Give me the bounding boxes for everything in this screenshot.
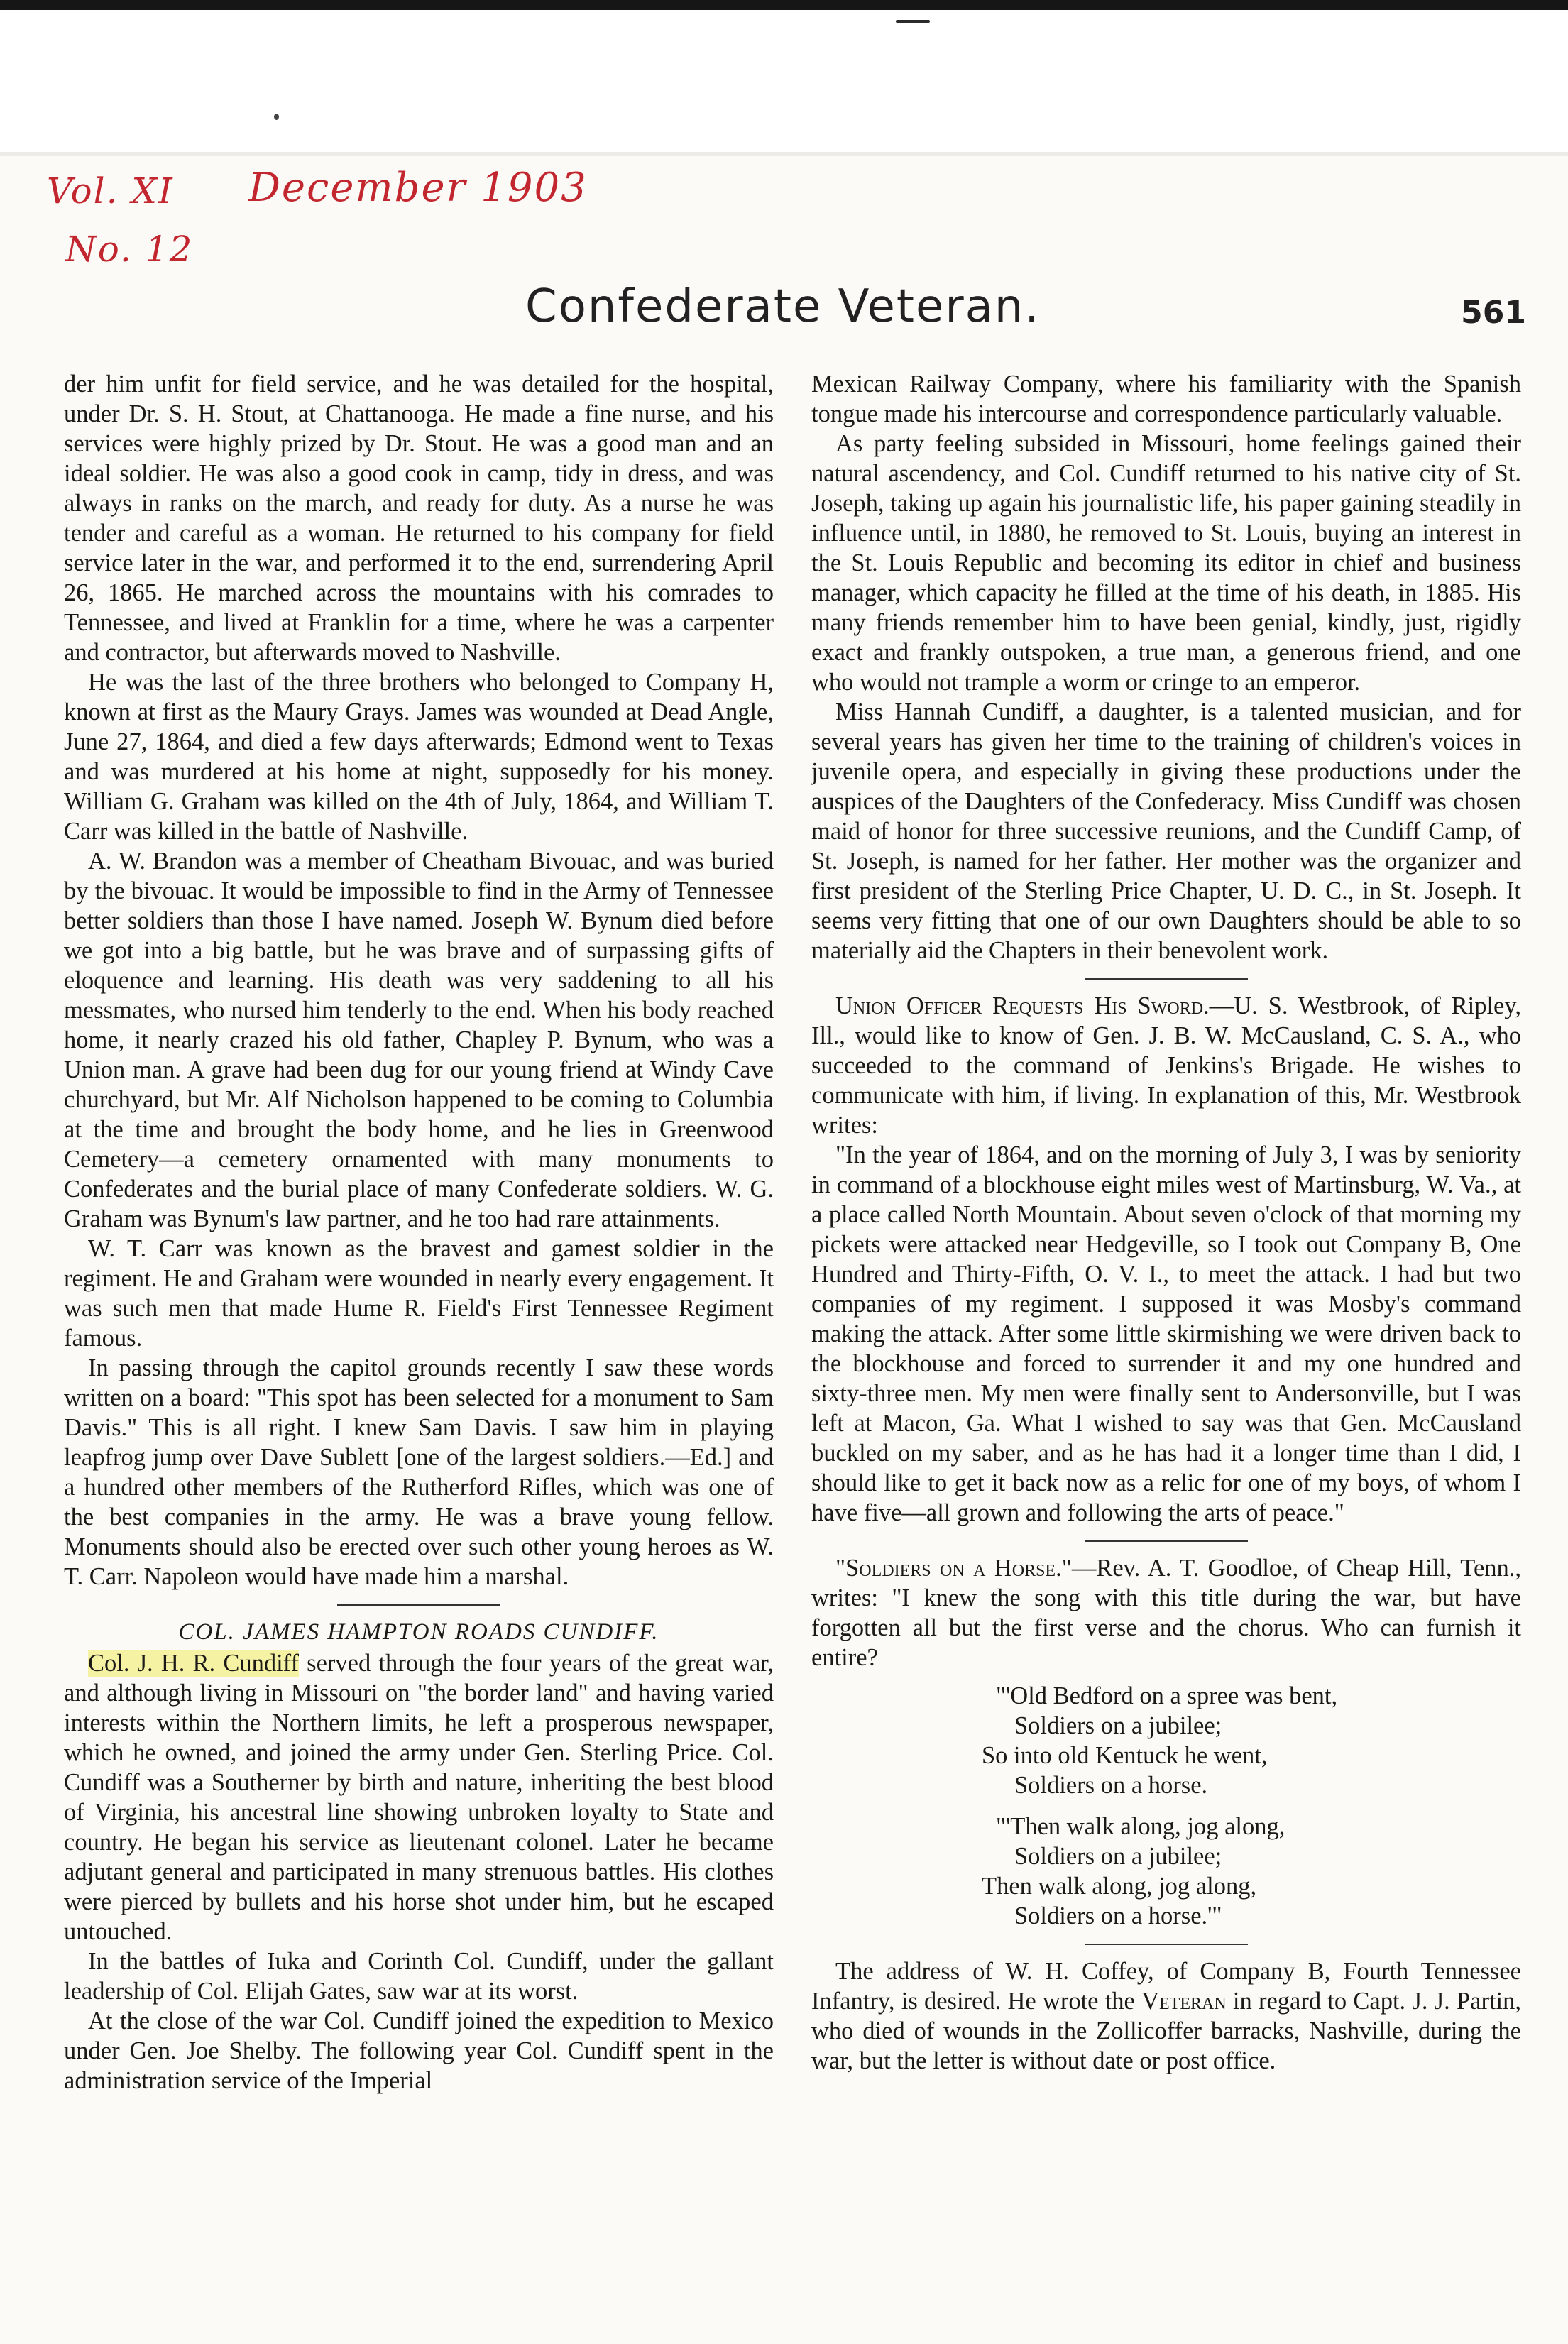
verse-line: Soldiers on a jubilee; xyxy=(1014,1843,1222,1870)
verse-line: Soldiers on a horse. xyxy=(1014,1772,1208,1799)
paragraph: In passing through the capitol grounds recently I saw these words written on a board: "This spot has been selected for a monument to Sam Davis." This is all right. I knew Sam Davis. I saw him in playing leapfrog jump over Dave Sublett [one of the largest soldiers.—Ed.] and a hundred other members of the Rutherford Rifles, which was one of the best companies in the army. He was a brave young fellow. Monuments should also be erected over such other young heroes as W. T. Carr. Napoleon would have made him a marshal. xyxy=(64,1354,774,1590)
verse-line: "'Old Bedford on a spree was bent, xyxy=(996,1682,1338,1709)
paragraph: A. W. Brandon was a member of Cheatham Bivouac, and was buried by the bivouac. It would be impossible to find in the Army of Tennessee better soldiers than those I have named. Joseph W. Bynum died before we got into a big battle, but he was brave and of surpassing gifts of eloquence and learning. His death was very saddening to all his messmates, who nursed him tenderly to the end. When his body reached home, it nearly crazed his old father, Chapley P. Bynum, who was a Union man. A grave had been dug for our young friend at Windy Cave churchyard, but Mr. Alf Nicholson happened to be coming to Columbia at the time and brought the body home, and he lies in Greenwood Cemetery—a cemetery ornamented with many monuments to Confederates and the burial place of many Confederate soldiers. W. G. Graham was Bynum's law partner, and he too had rare attainments. xyxy=(64,848,774,1232)
verse-line: "'Then walk along, jog along, xyxy=(996,1813,1285,1840)
paragraph: At the close of the war Col. Cundiff joined the expedition to Mexico under Gen. Joe Shelby. The following year Col. Cundiff spent in the administration service of the Imperial xyxy=(64,2008,774,2094)
paragraph xyxy=(811,1553,1521,1672)
paragraph: As party feeling subsided in Missouri, home feelings gained their natural ascendency, and Col. Cundiff returned to his native city of St. Joseph, taking up again his journalistic life, his paper gaining steadily in influence until, in 1880, he removed to St. Louis, buying an interest in the St. Louis Republic and becoming its editor in chief and business manager, which capacity he filled at the time of his death, in 1885. His many friends remember him to have been genial, kindly, just, rigidly exact and frankly outspoken, a true man, a generous friend, and one who would not trample a worm or cringe to an emperor. xyxy=(811,430,1521,696)
paragraph-text: in regard to Capt. J. J. Partin, who died of wounds in the Zollicoffer barracks, Nashville, during the war, but the letter is without date or post office. xyxy=(811,1988,1521,2074)
section-divider xyxy=(1085,978,1248,980)
paragraph: "In the year of 1864, and on the morning of July 3, I was by seniority in command of a blockhouse eight miles west of Martinsburg, W. Va., at a place called North Mountain. About seven o'clock of that morning my pickets were attacked near Hedgeville, so I took out Company B, One Hundred and Thirty-Fifth, O. V. I., to meet the attack. I had but two companies of my regiment. I supposed it was Mosby's command making the attack. After some little skirmishing we were driven back to the blockhouse and forced to surrender it and my one hundred and sixty-three men. My men were finally sent to Andersonville, but I was left at Macon, Ga. What I wished to say was that Gen. McCausland buckled on my saber, and as he has had it a longer time than I did, I should like to get it back now as a relic for one of my boys, of whom I have five—all grown and following the arts of peace." xyxy=(811,1141,1521,1526)
handwritten-volume: Vol. XI xyxy=(47,170,174,212)
verse-stanza xyxy=(811,1681,1521,1800)
section-lead-in: Union Officer Requests His Sword. xyxy=(835,992,1210,1019)
paragraph: Mexican Railway Company, where his familiarity with the Spanish tongue made his intercourse and correspondence particularly valuable. xyxy=(811,371,1521,427)
handwritten-date: December 1903 xyxy=(248,165,588,211)
verse-line: Soldiers on a jubilee; xyxy=(1014,1712,1222,1739)
masthead-title: Confederate Veteran. xyxy=(525,280,1041,333)
paragraph xyxy=(811,1956,1521,2076)
paragraph-text: served through the four years of the great war, and although living in Missouri on "the border land" and having varied interests within the Northern limits, he left a prosperous newspaper, which he owned, and joined the army under Gen. Sterling Price. Col. Cundiff was a Southerner by birth and nature, inheriting the best blood of Virginia, his ancestral line showing unbroken loyalty to State and country. He began his service as lieutenant colonel. Later he became adjutant general and participated in many strenuous battles. His clothes were pierced by bullets and his horse shot under him, but he escaped untouched. xyxy=(64,1650,774,1945)
paragraph: Miss Hannah Cundiff, a daughter, is a talented musician, and for several years has given her time to the training of children's voices in juvenile opera, and especially in giving these productions under the auspices of the Daughters of the Confederacy. Miss Cundiff was chosen maid of honor for three successive reunions, and the Cundiff Camp, of St. Joseph, is named for her father. Her mother was the organizer and first president of the Sterling Price Chapter, U. D. C., in St. Joseph. It seems very fitting that one of our own Daughters should be able to so materially aid the Chapters in their benevolent work. xyxy=(811,699,1521,964)
chorus-stanza xyxy=(811,1812,1521,1931)
scan-mark xyxy=(896,20,930,23)
paragraph: der him unfit for field service, and he was detailed for the hospital, under Dr. S. H. Stout, at Chattanooga. He made a fine nurse, and his services were highly prized by Dr. Stout. He was a good man and an ideal soldier. He was also a good cook in camp, tidy in dress, and was always in ranks on the march, and ready for duty. As a nurse he was tender and careful as a woman. He returned to his company for field service later in the war, and performed it to the end, surrendering April 26, 1865. He marched across the mountains with his comrades to Tennessee, and lived at Franklin for a time, where he was a carpenter and contractor, but afterwards moved to Nashville. xyxy=(64,371,774,666)
paragraph: W. T. Carr was known as the bravest and gamest soldier in the regiment. He and Graham were wounded in nearly every engagement. It was such men that made Hume R. Field's First Tennessee Regiment famous. xyxy=(64,1235,774,1352)
verse-line: Then walk along, jog along, xyxy=(982,1873,1257,1900)
page-number: 561 xyxy=(1461,295,1526,331)
scan-speck xyxy=(274,114,279,120)
section-divider xyxy=(337,1604,500,1606)
section-lead-in: "Soldiers on a Horse." xyxy=(835,1555,1072,1582)
publication-name: Veteran xyxy=(1141,1988,1227,2015)
paragraph xyxy=(64,1648,774,1946)
paragraph: In the battles of Iuka and Corinth Col. Cundiff, under the gallant leadership of Col. Elijah Gates, saw war at its worst. xyxy=(64,1948,774,2005)
section-divider xyxy=(1085,1540,1248,1542)
handwritten-number: No. 12 xyxy=(65,229,194,270)
left-column xyxy=(64,369,774,2314)
verse-line: Soldiers on a horse.'" xyxy=(1014,1902,1222,1929)
verse-line: So into old Kentuck he went, xyxy=(982,1742,1268,1769)
section-divider xyxy=(1085,1944,1248,1945)
paragraph-text: —U. S. Westbrook, of Ripley, Ill., would like to know of Gen. J. B. W. McCausland, C. S. A., who succeeded to the command of Jenkins's Brigade. He wishes to communicate with him, if living. In explanation of this, Mr. Westbrook writes: xyxy=(811,992,1521,1139)
song-verse xyxy=(811,1681,1521,1931)
paragraph xyxy=(811,991,1521,1140)
highlighted-name: Col. J. H. R. Cundiff xyxy=(88,1650,300,1677)
scanner-top-band xyxy=(0,0,1568,10)
paragraph: He was the last of the three brothers who belonged to Company H, known at first as the Maury Grays. James was wounded at Dead Angle, June 27, 1864, and died a few days afterwards; Edmond went to Texas and was murdered at his home at night, supposedly for his money. William G. Graham was killed on the 4th of July, 1864, and William T. Carr was killed in the battle of Nashville. xyxy=(64,669,774,845)
article-heading: COL. JAMES HAMPTON ROADS CUNDIFF. xyxy=(178,1619,659,1645)
paragraph-text: —Rev. A. T. Goodloe, of Cheap Hill, Tenn., writes: "I knew the song with this title during the war, but have forgotten all but the first verse and the chorus. Who can furnish it entire? xyxy=(811,1555,1521,1671)
paragraph-text: The address of W. H. Coffey, of Company B, Fourth Tennessee Infantry, is desired. He wrote the xyxy=(811,1958,1521,2015)
right-column xyxy=(811,369,1521,2314)
